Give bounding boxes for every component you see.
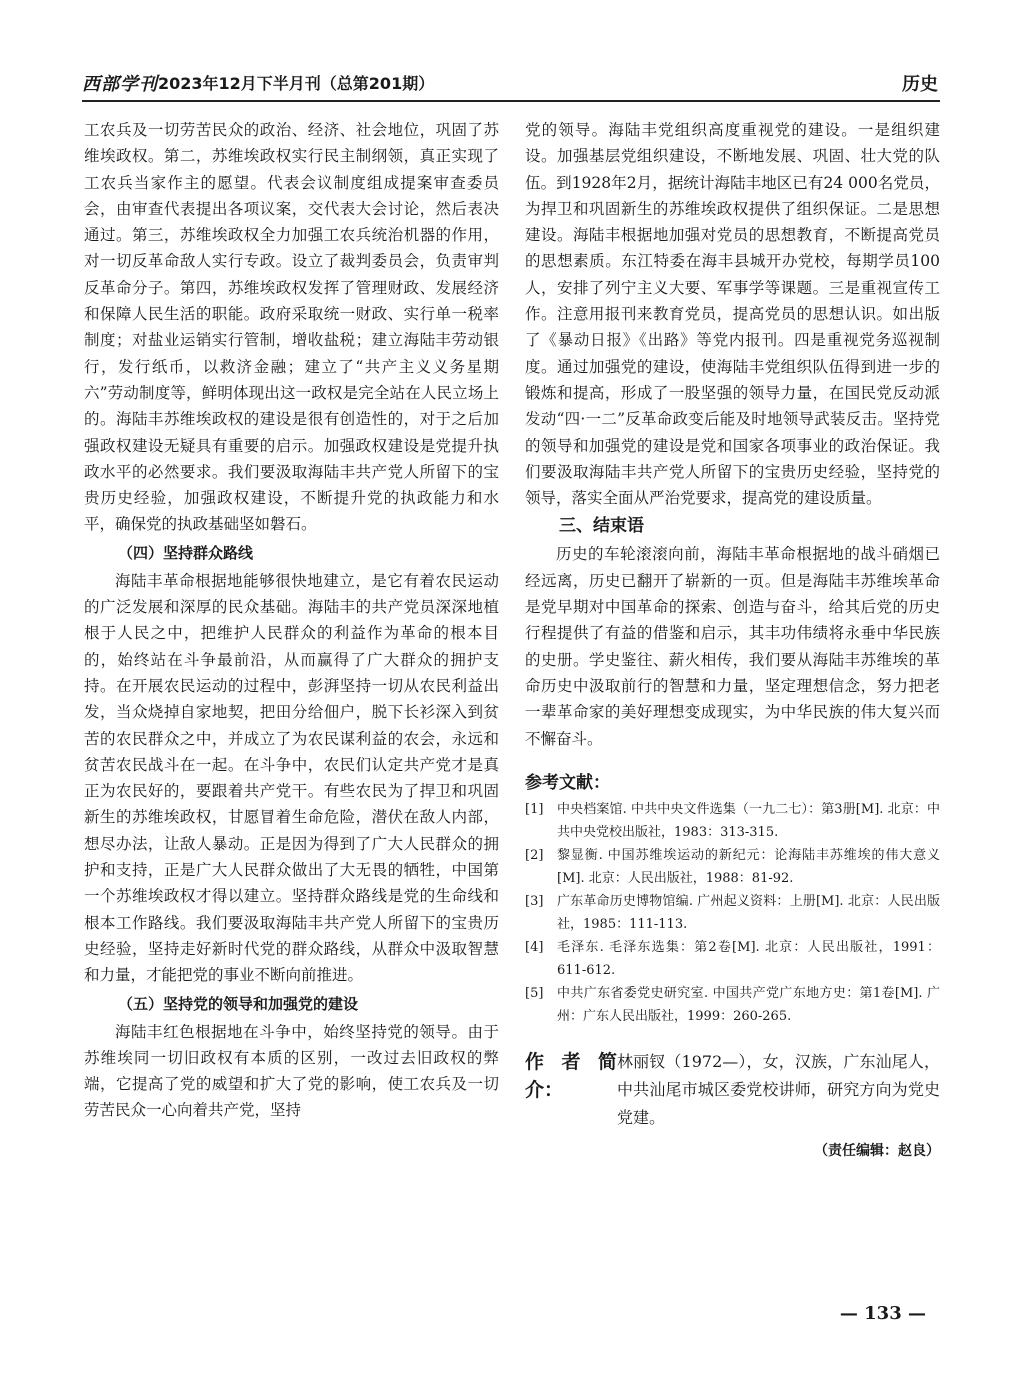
body-paragraph: 党的领导。海陆丰党组织高度重视党的建设。一是组织建设。加强基层党组织建设，不断地发展、巩固、壮大党的队伍。到1928年2月，据统计海陆丰地区已有24 000名党员，为捍卫和巩固新生的苏维埃政权提供了组织保证。二是思想建设。海陆丰根据地加强对党员的思想教育，不断提高党员的思想素质。东江特委在海丰县城开办党校，每期学员100人，安排了列宁主义大要、军事学等课题。三是重视宣传工作。注意用报刊来教育党员，提高党员的思想认识。如出版了《暴动日报》《出路》等党内报刊。四是重视党务巡视制度。通过加强党的建设，使海陆丰党组织队伍得到进一步的锻炼和提高，形成了一股坚强的领导力量，在国民党反动派发动“四·一二”反革命政变后能及时地领导武装反击。坚持党的领导和加强党的建设是党和国家各项事业的政治保证。我们要汲取海陆丰共产党人所留下的宝贵历史经验，坚持党的领导，落实全面从严治党要求，提高党的建设质量。 — [525, 121, 940, 508]
page-number: — 133 — — [839, 1303, 926, 1324]
reference-item — [525, 936, 940, 982]
author-bio — [525, 1048, 940, 1132]
section-heading: 三、结束语 — [559, 516, 644, 537]
author-text: 林丽钗（1972—），女，汉族，广东汕尾人，中共汕尾市城区委党校讲师，研究方向为党史党建。 — [617, 1051, 940, 1127]
reference-index: [1] — [525, 801, 544, 817]
reference-item — [525, 982, 940, 1028]
subsection-heading: （五）坚持党的领导和加强党的建设 — [118, 994, 359, 1013]
reference-item — [525, 798, 940, 844]
references-list — [525, 798, 940, 1028]
body-paragraph: 工农兵及一切劳苦民众的政治、经济、社会地位，巩固了苏维埃政权。第二，苏维埃政权实行民主制纲领，真正实现了工农兵当家作主的愿望。代表会议制度组成提案审查委员会，由审查代表提出各项议案，交代表大会讨论，然后表决通过。第三，苏维埃政权全力加强工农兵统治机器的作用，对一切反革命敌人实行专政。设立了裁判委员会，负责审判反革命分子。第四，苏维埃政权发挥了管理财政、发展经济和保障人民生活的职能。政府采取统一财政、实行单一税率制度；对盐业运销实行管制，增收盐税；建立海陆丰劳动银行，发行纸币，以救济金融；建立了“共产主义义务星期六”劳动制度等，鲜明体现出这一政权是完全站在人民立场上的。海陆丰苏维埃政权的建设是很有创造性的，对于之后加强政权建设无疑具有重要的启示。加强政权建设是党提升执政水平的必然要求。我们要汲取海陆丰共产党人所留下的宝贵历史经验，加强政权建设，不断提升党的执政能力和水平，确保党的执政基础坚如磐石。 — [84, 121, 499, 534]
body-paragraph: 海陆丰红色根据地在斗争中，始终坚持党的领导。由于苏维埃同一切旧政权有本质的区别，一改过去旧政权的弊端，它提高了党的威望和扩大了党的影响，使工农兵及一切劳苦民众一心向着共产党，坚持 — [84, 1022, 499, 1120]
page-header — [82, 66, 940, 102]
reference-index: [2] — [525, 847, 544, 863]
section-tag: 历史 — [902, 74, 938, 95]
reference-item — [525, 890, 940, 936]
reference-item — [525, 844, 940, 890]
reference-index: [3] — [525, 893, 544, 909]
reference-text: 中央档案馆. 中共中央文件选集（一九二七）：第3册[M]. 北京：中共中央党校出版社，1983：313-315. — [557, 801, 940, 840]
reference-text: 广东革命历史博物馆编. 广州起义资料：上册[M]. 北京：人民出版社，1985：111-113. — [557, 893, 940, 932]
reference-text: 黎显衡. 中国苏维埃运动的新纪元：论海陆丰苏维埃的伟大意义[M]. 北京：人民出版社，1988：81-92. — [557, 847, 940, 886]
reference-text: 中共广东省委党史研究室. 中国共产党广东地方史：第1卷[M]. 广州：广东人民出版社，1999：260-265. — [557, 985, 940, 1024]
editor-note: （责任编辑：赵良） — [814, 1142, 940, 1159]
right-column — [525, 117, 940, 1164]
issue-info: 2023年12月下半月刊（总第201期） — [158, 74, 435, 93]
reference-index: [5] — [525, 985, 544, 1001]
body-paragraph: 历史的车轮滚滚向前，海陆丰革命根据地的战斗硝烟已经远离，历史已翻开了崭新的一页。但是海陆丰苏维埃革命是党早期对中国革命的探索、创造与奋斗，给其后党的历史行程提供了有益的借鉴和启示，其丰功伟绩将永垂中华民族的史册。学史鉴往、薪火相传，我们要从海陆丰苏维埃的革命历史中汲取前行的智慧和力量，坚定理想信念，努力把老一辈革命家的美好理想变成现实，为中华民族的伟大复兴而不懈奋斗。 — [525, 545, 940, 748]
left-column — [84, 117, 499, 1124]
journal-logo: 西部学刊 — [82, 74, 158, 95]
reference-index: [4] — [525, 939, 544, 955]
reference-text: 毛泽东. 毛泽东选集：第2卷[M]. 北京：人民出版社，1991：611-612. — [557, 939, 940, 978]
author-label: 作者简介： — [525, 1050, 617, 1101]
body-paragraph: 海陆丰革命根据地能够很快地建立，是它有着农民运动的广泛发展和深厚的民众基础。海陆丰的共产党员深深地植根于人民之中，把维护人民群众的利益作为革命的根本目的，始终站在斗争最前沿，从而赢得了广大群众的拥护支持。在开展农民运动的过程中，彭湃坚持一切从农民利益出发，当众烧掉自家地契，把田分给佃户，脱下长衫深入到贫苦的农民群众之中，并成立了为农民谋利益的农会，永远和贫苦农民战斗在一起。在斗争中，农民们认定共产党才是真正为农民好的，要跟着共产党干。有些农民为了捍卫和巩固新生的苏维埃政权，甘愿冒着生命危险，潜伏在敌人内部，想尽办法，让敌人暴动。正是因为得到了广大人民群众的拥护和支持，正是广大人民群众做出了大无畏的牺牲，中国第一个苏维埃政权才得以建立。坚持群众路线是党的生命线和根本工作路线。我们要汲取海陆丰共产党人所留下的宝贵历史经验，坚持走好新时代党的群众路线，从群众中汲取智慧和力量，才能把党的事业不断向前推进。 — [84, 571, 499, 985]
references-heading: 参考文献： — [525, 772, 610, 793]
subsection-heading: （四）坚持群众路线 — [118, 543, 254, 562]
